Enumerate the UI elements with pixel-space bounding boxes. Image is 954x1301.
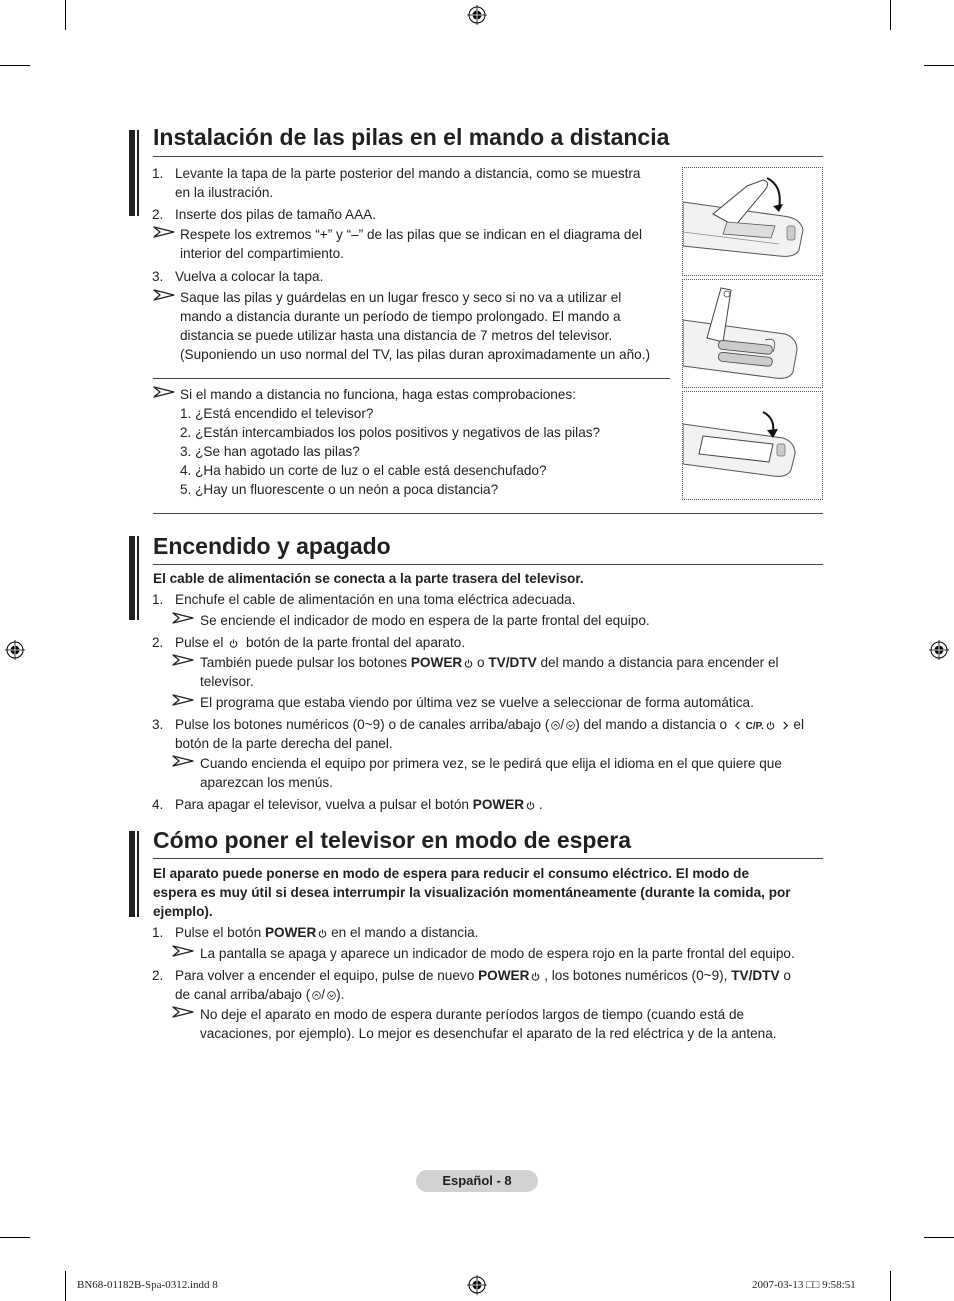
crop-mark (924, 65, 954, 66)
note-arrow-icon (172, 654, 194, 666)
channel-down-icon (327, 991, 336, 1000)
step-number: 1. (152, 592, 164, 607)
step-text: Pulse los botones numéricos (0~9) o de canales arriba/abajo ( / ) del mando a distancia o C/P. el (175, 717, 804, 732)
power-icon (531, 972, 540, 981)
power-icon (229, 639, 238, 648)
chevron-right-icon (781, 721, 790, 730)
note-arrow-icon (153, 226, 175, 238)
note-arrow-icon (172, 612, 194, 624)
registration-mark-icon (929, 640, 949, 660)
note-text: mando a distancia durante un período de tiempo prolongado. El mando a (180, 309, 621, 324)
title-rule (153, 858, 823, 859)
note-text: Respete los extremos “+” y “–” de las pilas que se indican en el diagrama del (180, 227, 643, 242)
section-bar (129, 536, 139, 620)
note-text-part: del mando a distancia para encender el (540, 655, 779, 670)
note-text: vacaciones, por ejemplo). Lo mejor es desenchufar el aparato de la red eléctrica y de la antena. (200, 1026, 777, 1041)
step-number: 2. (152, 968, 164, 983)
step-text-part: Pulse los botones numéricos (0~9) o de canales arriba/abajo ( (175, 717, 550, 732)
step-text-part: ) del mando a distancia o (575, 717, 728, 732)
power-label: POWER (478, 968, 530, 983)
step-text-part: botón de la parte frontal del aparato. (245, 635, 466, 650)
divider (153, 378, 670, 379)
channel-down-icon (566, 721, 575, 730)
step-number: 3. (152, 717, 164, 732)
step-text: Levante la tapa de la parte posterior del mando a distancia, como se muestra (175, 166, 641, 181)
step-number: 2. (152, 207, 164, 222)
check-item: 4. ¿Ha habido un corte de luz o el cable está desenchufado? (180, 463, 547, 478)
step-text (175, 923, 478, 942)
figure-open-cover (682, 167, 823, 276)
remote-batteries-illustration (683, 280, 823, 388)
check-item: 1. ¿Está encendido el televisor? (180, 406, 374, 421)
note-text: Si el mando a distancia no funciona, haga estas comprobaciones: (180, 387, 576, 402)
step-text: botón de la parte derecha del panel. (175, 736, 393, 751)
step-number: 2. (152, 635, 164, 650)
registration-mark-icon (467, 5, 487, 25)
note-text: El programa que estaba viendo por última vez se vuelve a seleccionar de forma automática. (200, 695, 754, 710)
step-text-part: Pulse el (175, 635, 224, 650)
remote-open-cover-illustration (683, 168, 823, 276)
step-text: Enchufe el cable de alimentación en una toma eléctrica adecuada. (175, 592, 576, 607)
note-text: interior del compartimiento. (180, 246, 344, 261)
note-text-part: o (477, 655, 485, 670)
step-text: Inserte dos pilas de tamaño AAA. (175, 207, 377, 222)
note-text (200, 653, 779, 672)
title-rule (153, 564, 823, 565)
note-text: (Suponiendo un uso normal del TV, las pilas duran aproximadamente un año.) (180, 347, 651, 362)
crop-mark (890, 0, 891, 30)
crop-mark (65, 1271, 66, 1301)
title-rule (153, 156, 823, 157)
step-text (175, 966, 791, 985)
step-text-part: , los botones numéricos (0~9), (544, 968, 728, 983)
note-text: No deje el aparato en modo de espera durante períodos largos de tiempo (cuando está de (200, 1007, 745, 1022)
section-intro: espera es muy útil si desea interrumpir la visualización momentáneamente (durante la comida, por (153, 885, 791, 900)
note-text: aparezcan los menús. (200, 775, 333, 790)
step-text-part: de canal arriba/abajo ( (175, 987, 311, 1002)
power-icon (766, 721, 775, 730)
note-arrow-icon (172, 755, 194, 767)
check-item: 5. ¿Hay un fluorescente o un neón a poca distancia? (180, 482, 499, 497)
crop-mark (890, 1271, 891, 1301)
section-title-standby: Cómo poner el televisor en modo de espera (153, 827, 632, 853)
tv-dtv-label: TV/DTV (488, 655, 537, 670)
crop-mark (65, 0, 66, 30)
step-text-part: el (793, 717, 804, 732)
remote-close-cover-illustration (683, 392, 823, 500)
step-number: 4. (152, 797, 164, 812)
footer-timestamp: 2007-03-13 □□ 9:58:51 (752, 1279, 856, 1291)
check-item: 3. ¿Se han agotado las pilas? (180, 444, 360, 459)
power-label: POWER (264, 925, 317, 940)
step-text-part: ). (336, 987, 345, 1002)
section-title-batteries: Instalación de las pilas en el mando a distancia (153, 124, 670, 150)
note-text: televisor. (200, 674, 254, 689)
crop-mark (924, 1237, 954, 1238)
note-text: distancia se puede utilizar hasta una distancia de 7 metros del televisor. (180, 328, 613, 343)
note-text: Saque las pilas y guárdelas en un lugar fresco y seco si no va a utilizar el (180, 290, 622, 305)
section-intro: ejemplo). (153, 904, 213, 919)
power-label: POWER (472, 797, 525, 812)
section-bar (129, 130, 139, 216)
power-icon (318, 929, 327, 938)
figure-insert-batteries (682, 279, 823, 388)
step-text-part: Para volver a encender el equipo, pulse de nuevo (175, 968, 475, 983)
registration-mark-icon (5, 640, 25, 660)
channel-up-icon (551, 721, 560, 730)
note-text: La pantalla se apaga y aparece un indicador de modo de espera rojo en la parte frontal del equipo. (200, 946, 795, 961)
section-bar (129, 831, 139, 917)
note-arrow-icon (153, 386, 175, 398)
power-icon (464, 659, 473, 668)
channel-up-icon (312, 991, 321, 1000)
registration-mark-icon (467, 1275, 487, 1295)
section-intro: El aparato puede ponerse en modo de espera para reducir el consumo eléctrico. El modo de (153, 866, 750, 881)
note-arrow-icon (153, 289, 175, 301)
crop-mark (0, 1237, 30, 1238)
note-arrow-icon (172, 945, 194, 957)
step-number: 3. (152, 269, 164, 284)
step-number: 1. (152, 166, 164, 181)
section-divider (153, 513, 823, 514)
step-text-part: en el mando a distancia. (331, 925, 479, 940)
crop-mark (0, 65, 30, 66)
cp-label: C/P. (745, 721, 764, 732)
note-arrow-icon (172, 1006, 194, 1018)
note-arrow-icon (172, 694, 194, 706)
footer-filename: BN68-01182B-Spa-0312.indd 8 (77, 1279, 218, 1291)
check-item: 2. ¿Están intercambiados los polos positivos y negativos de las pilas? (180, 425, 601, 440)
step-text-part: o (783, 968, 791, 983)
figure-close-cover (682, 391, 823, 500)
power-label: POWER (410, 655, 463, 670)
chevron-left-icon (733, 721, 742, 730)
step-text: en la ilustración. (175, 185, 274, 200)
step-text (175, 633, 465, 652)
step-text: de canal arriba/abajo ( / ). (175, 987, 345, 1002)
step-number: 1. (152, 925, 164, 940)
step-text-part: Pulse el botón (175, 925, 262, 940)
step-text: Vuelva a colocar la tapa. (175, 269, 324, 284)
step-text-part: . (538, 797, 543, 812)
section-intro: El cable de alimentación se conecta a la parte trasera del televisor. (153, 571, 584, 586)
tv-dtv-label: TV/DTV (731, 968, 780, 983)
note-text: Cuando encienda el equipo por primera vez, se le pedirá que elija el idioma en el que quiere que (200, 756, 782, 771)
note-text: Se enciende el indicador de modo en espera de la parte frontal del equipo. (200, 613, 650, 628)
power-icon (526, 801, 535, 810)
note-text-part: También puede pulsar los botones (200, 655, 408, 670)
section-title-power: Encendido y apagado (153, 533, 391, 559)
step-text-part: Para apagar el televisor, vuelva a pulsar el botón (175, 797, 469, 812)
page-number-badge: Español - 8 (416, 1170, 538, 1192)
step-text (175, 795, 543, 814)
